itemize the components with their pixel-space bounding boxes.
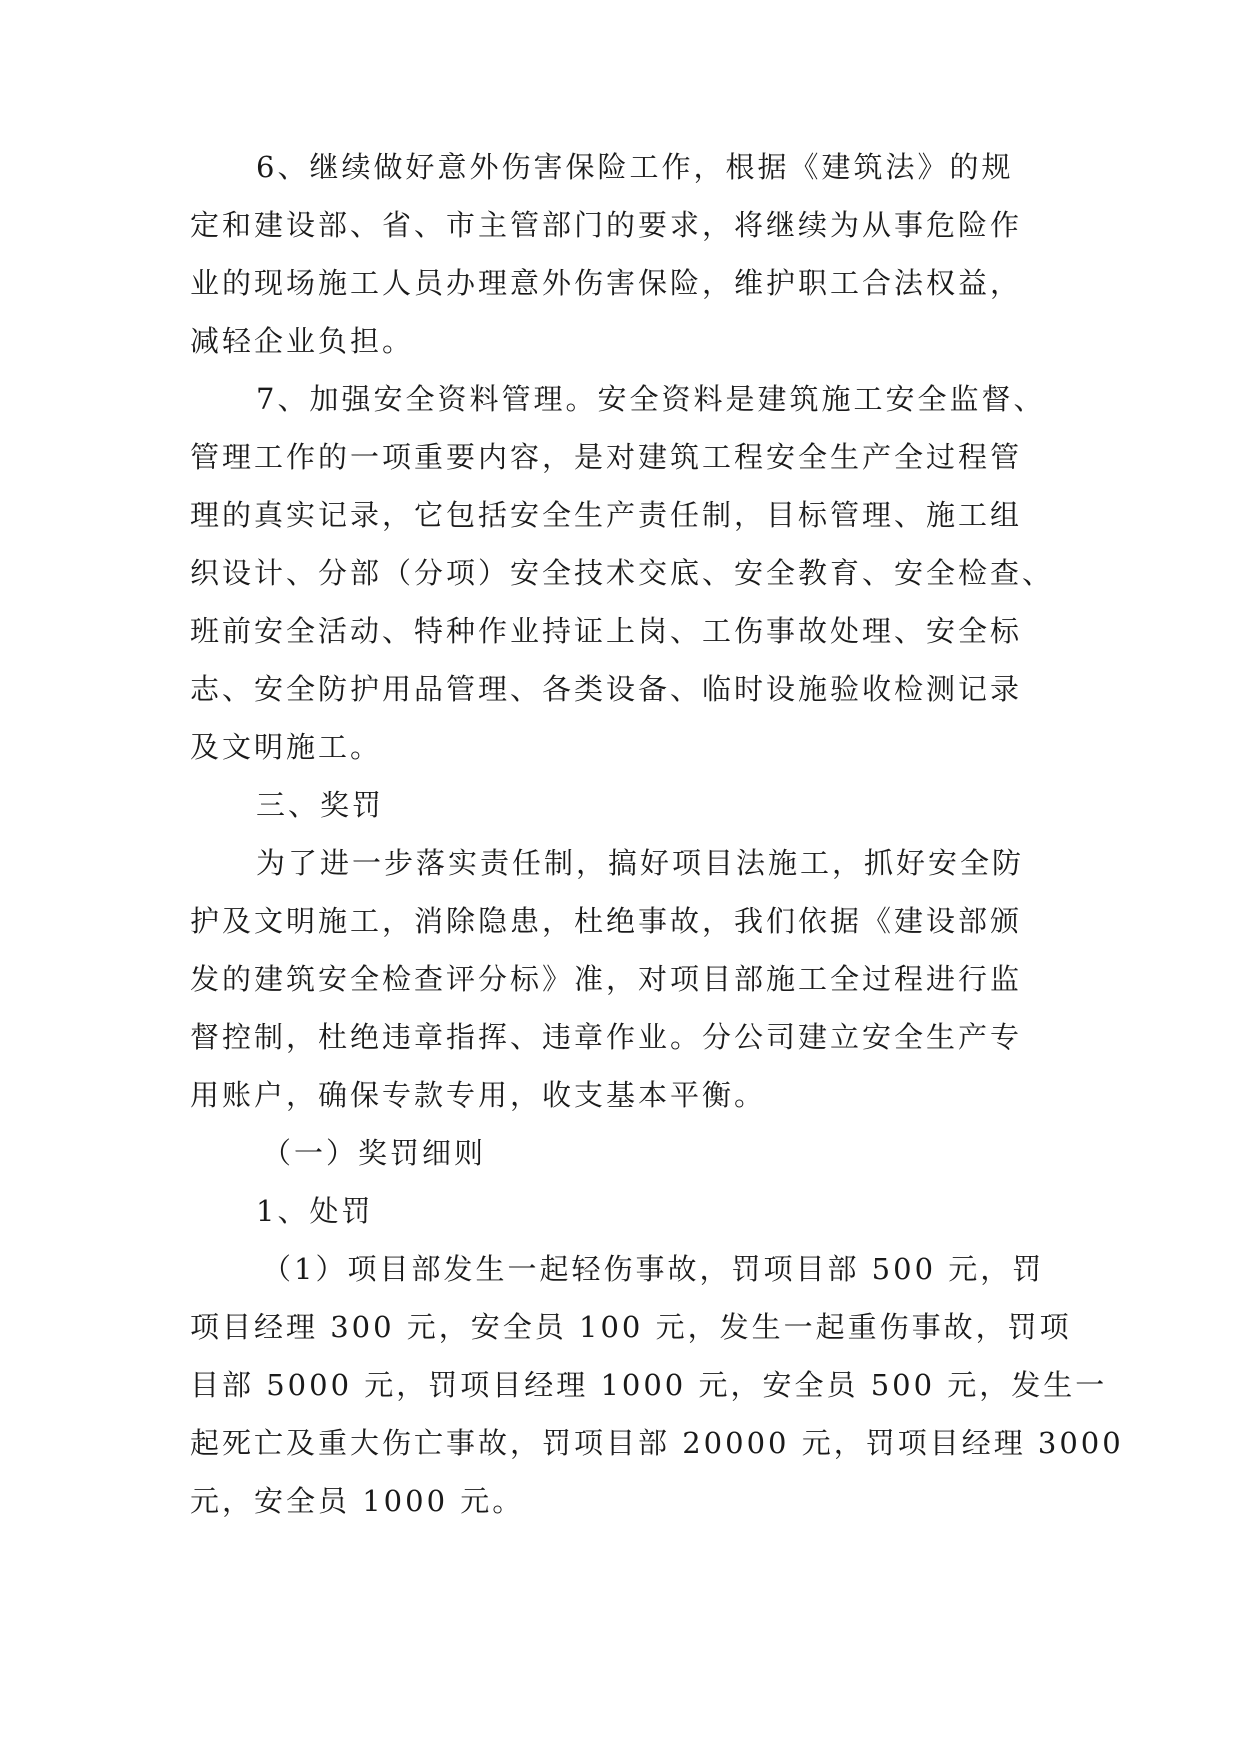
intro-paragraph-line-1: 为了进一步落实责任制，搞好项目法施工，抓好安全防 xyxy=(256,846,1025,880)
body-text xyxy=(190,138,1124,1530)
intro-paragraph-line-3: 发的建筑安全检查评分标》准，对项目部施工全过程进行监 xyxy=(190,962,1023,996)
subheading-penalties: 1、处罚 xyxy=(256,1194,374,1228)
intro-paragraph-line-2: 护及文明施工，消除隐患，杜绝事故，我们依据《建设部颁 xyxy=(190,904,1023,938)
penalty-item-1-line-4: 起死亡及重大伤亡事故，罚项目部 20000 元，罚项目经理 3000 xyxy=(190,1426,1124,1460)
penalty-item-1-line-2: 项目经理 300 元，安全员 100 元，发生一起重伤事故，罚项 xyxy=(190,1310,1072,1344)
paragraph-7-line-1: 7、加强安全资料管理。安全资料是建筑施工安全监督、 xyxy=(256,382,1046,416)
paragraph-6-line-1: 6、继续做好意外伤害保险工作，根据《建筑法》的规 xyxy=(256,150,1014,184)
paragraph-6-line-2: 定和建设部、省、市主管部门的要求，将继续为从事危险作 xyxy=(190,208,1023,242)
paragraph-7-line-5: 班前安全活动、特种作业持证上岗、工伤事故处理、安全标 xyxy=(190,614,1023,648)
paragraph-7-line-4: 织设计、分部（分项）安全技术交底、安全教育、安全检查、 xyxy=(190,556,1055,590)
penalty-item-1-line-5: 元，安全员 1000 元。 xyxy=(190,1484,525,1518)
section-heading-rewards-penalties: 三、奖罚 xyxy=(256,788,385,822)
intro-paragraph-line-4: 督控制，杜绝违章指挥、违章作业。分公司建立安全生产专 xyxy=(190,1020,1023,1054)
paragraph-7-line-7: 及文明施工。 xyxy=(190,730,383,764)
penalty-item-1-line-3: 目部 5000 元，罚项目经理 1000 元，安全员 500 元，发生一 xyxy=(190,1368,1108,1402)
paragraph-6-line-4: 减轻企业负担。 xyxy=(190,324,415,358)
intro-paragraph-line-5: 用账户，确保专款专用，收支基本平衡。 xyxy=(190,1078,767,1112)
penalty-item-1-line-1: （1）项目部发生一起轻伤事故，罚项目部 500 元，罚 xyxy=(262,1252,1045,1286)
subheading-detailed-rules: （一）奖罚细则 xyxy=(262,1136,487,1170)
paragraph-6-line-3: 业的现场施工人员办理意外伤害保险，维护职工合法权益， xyxy=(190,266,1023,300)
paragraph-7-line-2: 管理工作的一项重要内容，是对建筑工程安全生产全过程管 xyxy=(190,440,1023,474)
paragraph-7-line-3: 理的真实记录，它包括安全生产责任制，目标管理、施工组 xyxy=(190,498,1023,532)
paragraph-7-line-6: 志、安全防护用品管理、各类设备、临时设施验收检测记录 xyxy=(190,672,1023,706)
